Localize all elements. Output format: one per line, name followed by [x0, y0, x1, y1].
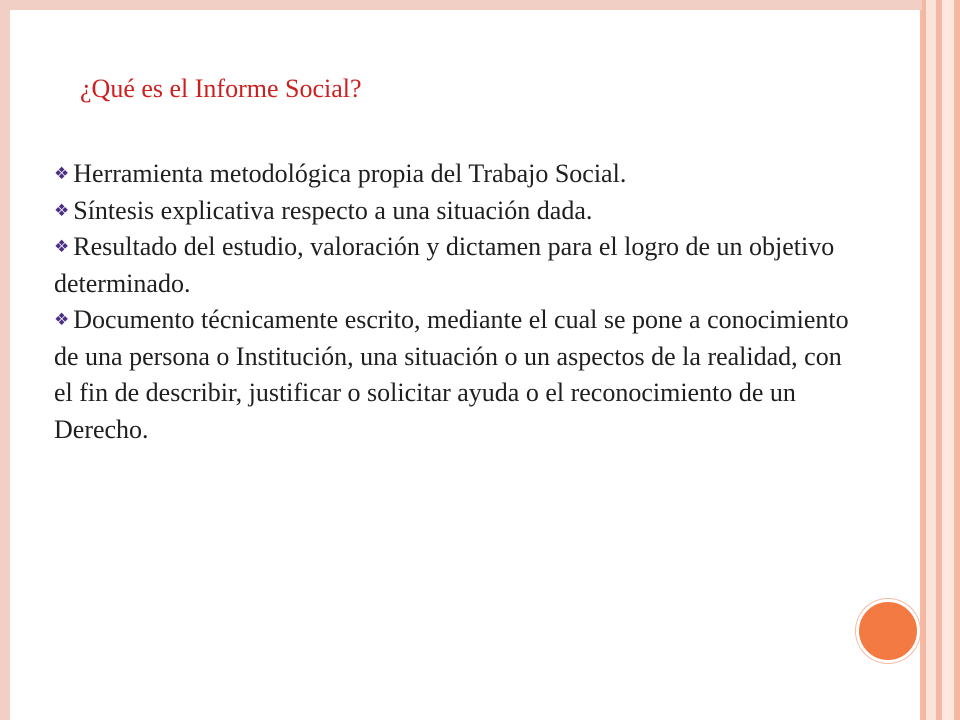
decorative-orange-circle — [856, 599, 920, 663]
right-stripe — [954, 0, 960, 720]
bullet-text: Documento técnicamente escrito, mediante el cual se pone a conocimiento de una persona o Institución, una situación o un aspectos de la realidad, con el fin de describir, justificar o solicitar ayuda o el reconocimiento de un Derecho. — [54, 305, 849, 444]
right-stripe — [942, 0, 954, 720]
diamond-bullet-icon: ❖ — [54, 200, 70, 221]
diamond-bullet-icon: ❖ — [54, 237, 70, 257]
bullet-text: Herramienta metodológica propia del Trabajo Social. — [73, 159, 627, 188]
bullet-text: Resultado del estudio, valoración y dictamen para el logro de un objetivo determinado. — [54, 232, 835, 298]
bullet-item — [54, 229, 864, 302]
bullet-item — [54, 156, 864, 193]
diamond-bullet-icon: ❖ — [54, 164, 70, 184]
bullet-list — [54, 156, 864, 448]
bullet-text: Síntesis explicativa respecto a una situación dada. — [73, 195, 593, 225]
right-stripe — [926, 0, 936, 720]
diamond-bullet-icon: ❖ — [54, 310, 70, 330]
bullet-item — [54, 193, 864, 230]
bullet-item — [54, 302, 864, 448]
slide-title: ¿Qué es el Informe Social? — [80, 74, 362, 103]
